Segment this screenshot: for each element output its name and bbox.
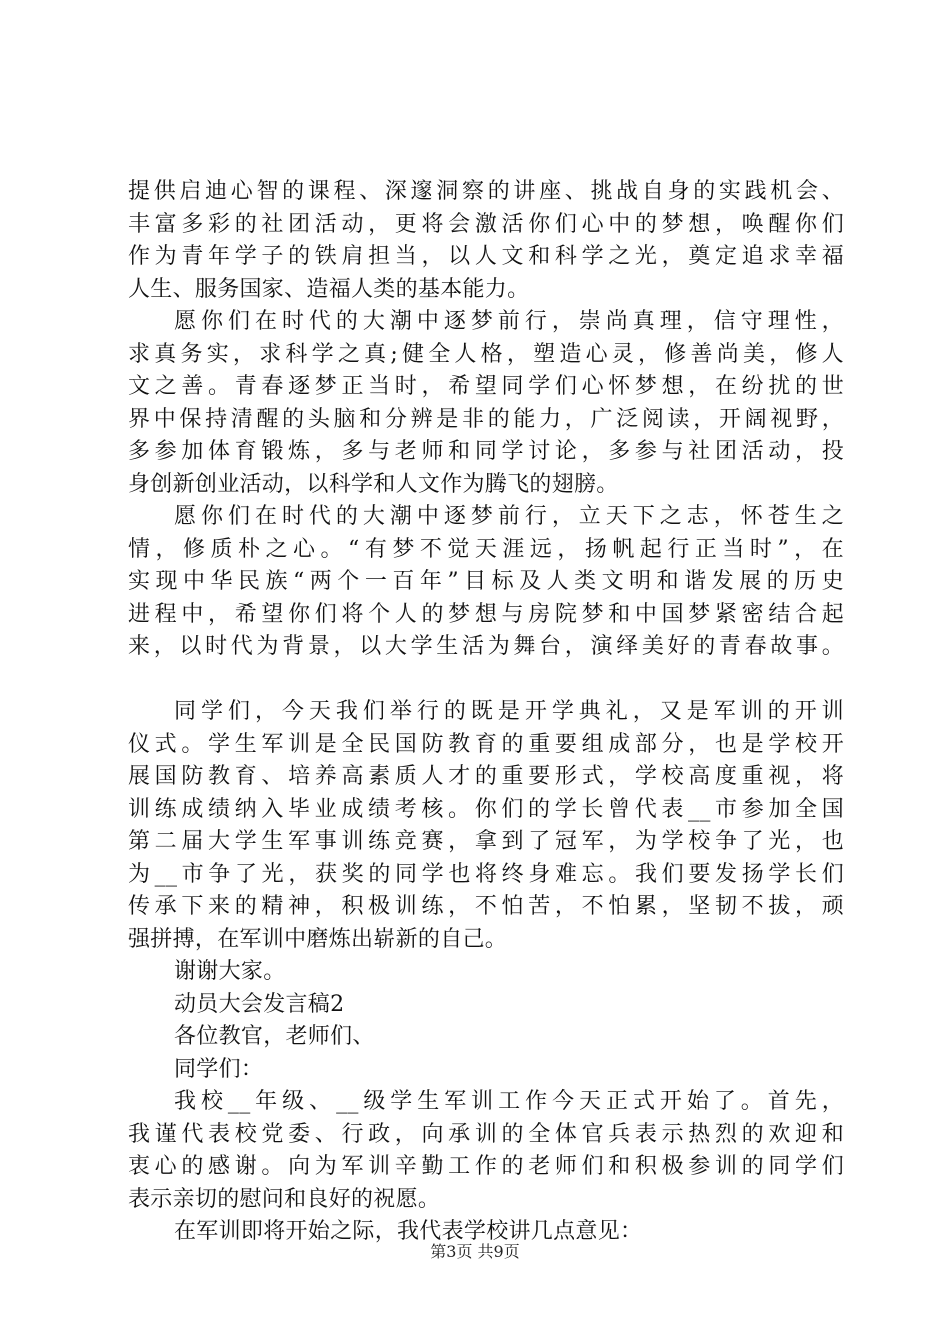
text-line: 情，修质朴之心。“有梦不觉天涯远，扬帆起行正当时”，在 — [128, 536, 844, 562]
text-line: 传承下来的精神，积极训练，不怕苦，不怕累，坚韧不拔，顽 — [128, 894, 844, 919]
text-line: 动员大会发言稿2 — [174, 991, 345, 1017]
text-line: 界中保持清醒的头脑和分辨是非的能力，广泛阅读，开阔视野， — [128, 406, 844, 432]
text-line: 仪式。学生军训是全民国防教育的重要组成部分，也是学校开 — [128, 731, 844, 757]
text-line: 愿你们在时代的大潮中逐梦前行，崇尚真理，信守理性， — [174, 309, 844, 334]
document-body — [128, 176, 844, 1249]
text-line: 求真务实，求科学之真;健全人格，塑造心灵，修善尚美，修人 — [128, 341, 844, 367]
text-line: 来，以时代为背景，以大学生活为舞台，演绎美好的青春故事。 — [128, 634, 844, 659]
text-line: 实现中华民族“两个一百年”目标及人类文明和谐发展的历史 — [128, 569, 844, 594]
text-line: 各位教官，老师们、 — [174, 1024, 375, 1049]
text-line: 表示亲切的慰问和良好的祝愿。 — [128, 1186, 441, 1212]
text-line: 衷心的感谢。向为军训辛勤工作的老师们和积极参训的同学们 — [128, 1154, 844, 1179]
text-line: 进程中，希望你们将个人的梦想与房院梦和中国梦紧密结合起 — [128, 601, 844, 627]
text-line: 我谨代表校党委、行政，向承训的全体官兵表示热烈的欢迎和 — [128, 1121, 844, 1147]
text-line: 展国防教育、培养高素质人才的重要形式，学校高度重视，将 — [128, 764, 844, 789]
text-line: 人生、服务国家、造福人类的基本能力。 — [128, 276, 530, 302]
text-line: 第二届大学生军事训练竞赛，拿到了冠军，为学校争了光，也 — [128, 829, 844, 854]
text-line: 训练成绩纳入毕业成绩考核。你们的学长曾代表__市参加全国 — [128, 796, 844, 822]
text-line: 提供启迪心智的课程、深邃洞察的讲座、挑战自身的实践机会、 — [128, 179, 844, 204]
page-footer: 第3页 共9页 — [430, 1242, 520, 1261]
text-line: 作为青年学子的铁肩担当，以人文和科学之光，奠定追求幸福 — [128, 244, 844, 269]
text-line: 身创新创业活动，以科学和人文作为腾飞的翅膀。 — [128, 471, 619, 497]
text-line: 谢谢大家。 — [174, 959, 286, 984]
text-line: 同学们，今天我们举行的既是开学典礼，又是军训的开训 — [174, 699, 844, 724]
text-line: 多参加体育锻炼，多与老师和同学讨论，多参与社团活动，投 — [128, 439, 844, 464]
text-line: 在军训即将开始之际，我代表学校讲几点意见： — [174, 1219, 643, 1244]
text-line: 文之善。青春逐梦正当时，希望同学们心怀梦想，在纷扰的世 — [128, 374, 844, 399]
text-line: 强拼搏，在军训中磨炼出崭新的自己。 — [128, 926, 508, 952]
text-line: 丰富多彩的社团活动，更将会激活你们心中的梦想，唤醒你们 — [128, 211, 844, 237]
text-line: 为__市争了光，获奖的同学也将终身难忘。我们要发扬学长们 — [128, 861, 844, 887]
text-line: 愿你们在时代的大潮中逐梦前行，立天下之志，怀苍生之 — [174, 504, 844, 529]
blank-line — [128, 664, 844, 697]
text-line: 同学们： — [174, 1056, 264, 1082]
text-line: 我校__年级、__级学生军训工作今天正式开始了。首先， — [174, 1089, 844, 1114]
